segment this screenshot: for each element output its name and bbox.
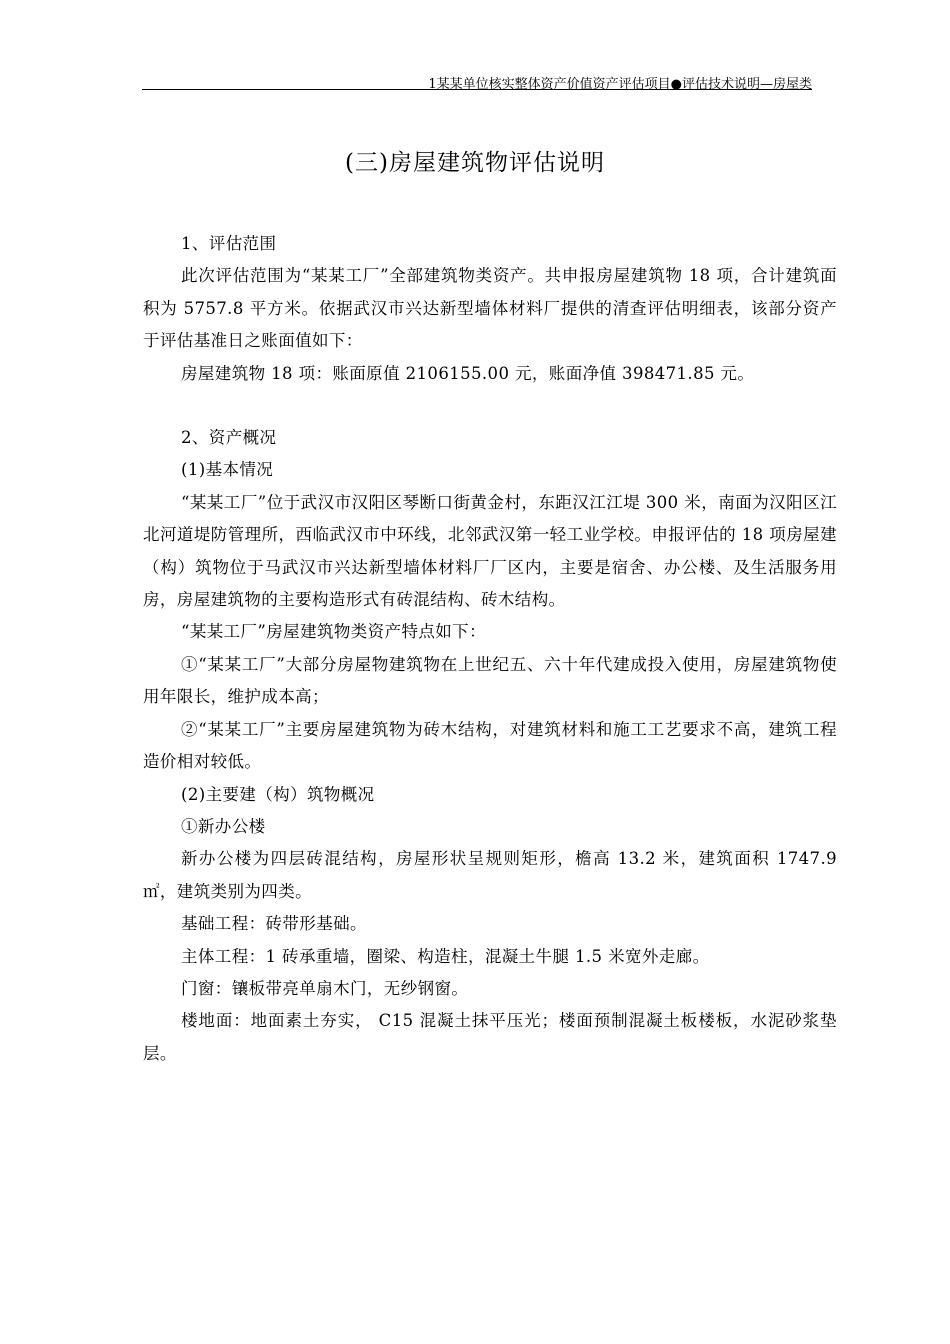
header-divider <box>142 89 812 90</box>
subheading-main-buildings: (2)主要建（构）筑物概况 <box>181 784 375 804</box>
section-heading-overview: 2、资产概况 <box>181 428 277 448</box>
basic-info-paragraph: “某某工厂”位于武汉市汉阳区琴断口街黄金村，东距汉江江堤 300 米，南面为汉阳区江北河道堤防管理所，西临武汉市中环线，北邻武汉第一轻工业学校。申报评估的 18 项房屋建（构）筑物位于马武汉市兴达新型墙体材料厂厂区内，主要是宿舍、办公楼、及生活服务用房，房屋建筑物的主要构造形式有砖混结构、砖木结构。 <box>143 492 837 610</box>
feature-item-1: ①“某某工厂”大部分房屋物建筑物在上世纪五、六十年代建成投入使用，房屋建筑物使用年限长，维护成本高； <box>143 654 837 707</box>
features-intro: “某某工厂”房屋建筑物类资产特点如下： <box>181 622 486 642</box>
new-office-description: 新办公楼为四层砖混结构，房屋形状呈规则矩形，檐高 13.2 米，建筑面积 1747.9 ㎡，建筑类别为四类。 <box>143 849 837 901</box>
feature-item-2: ②“某某工厂”主要房屋建筑物为砖木结构，对建筑材料和施工工艺要求不高，建筑工程造价相对较低。 <box>143 719 837 772</box>
scope-paragraph: 此次评估范围为“某某工厂”全部建筑物类资产。共申报房屋建筑物 18 项，合计建筑面积为 5757.8 平方米。依据武汉市兴达新型墙体材料厂提供的清查评估明细表，该部分资产于评估基准日之账面值如下： <box>143 266 837 351</box>
page-title: (三)房屋建筑物评估说明 <box>345 150 605 176</box>
document-body <box>143 228 837 1070</box>
doors-windows-line: 门窗：镶板带亮单扇木门，无纱钢窗。 <box>181 978 469 998</box>
running-header: 1某某单位核实整体资产价值资产评估项目●评估技术说明—房屋类 <box>428 77 812 92</box>
subheading-basic-info: (1)基本情况 <box>181 460 274 480</box>
floors-line: 楼地面：地面素土夯实， C15 混凝土抹平压光；楼面预制混凝土板楼板，水泥砂浆垫层。 <box>143 1011 837 1063</box>
building-heading-new-office: ①新办公楼 <box>181 816 266 836</box>
book-value-paragraph: 房屋建筑物 18 项：账面原值 2106155.00 元，账面净值 398471.85 元。 <box>181 363 755 383</box>
section-heading-scope: 1、评估范围 <box>181 234 277 253</box>
foundation-line: 基础工程：砖带形基础。 <box>181 914 367 934</box>
main-body-line: 主体工程：1 砖承重墙，圈梁、构造柱，混凝土牛腿 1.5 米宽外走廊。 <box>181 946 710 966</box>
